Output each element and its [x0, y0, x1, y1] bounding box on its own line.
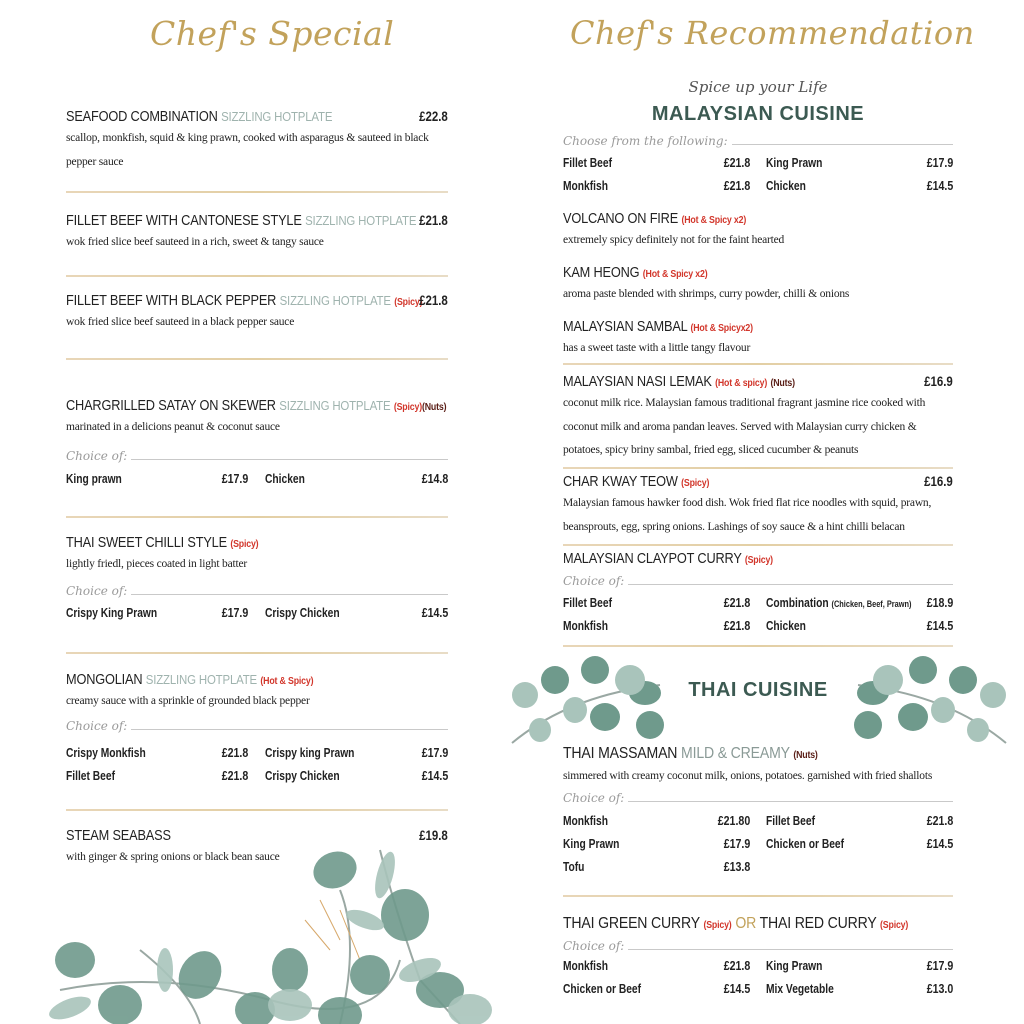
- option-row: Fillet Beef £21.8 King Prawn £17.9: [563, 156, 953, 170]
- choice-of-line: Choice of:: [563, 939, 953, 953]
- spicy-tag: (Spicy): [393, 402, 422, 413]
- option-row: Monkfish £21.8 Chicken £14.5: [563, 619, 953, 633]
- option-row: Monkfish £21.8 King Prawn £17.9: [563, 959, 953, 973]
- item-title: SEAFOOD COMBINATION SIZZLING HOTPLATE: [66, 109, 333, 125]
- option-row: Crispy King Prawn £17.9 Crispy Chicken £14.5: [66, 606, 448, 620]
- item-desc: lightly friedl, pieces coated in light batter: [66, 558, 248, 570]
- choose-from-line: Choose from the following:: [563, 134, 953, 148]
- choice-of-line: Choice of:: [66, 449, 448, 463]
- option-row: Chicken or Beef £14.5 Mix Vegetable £13.0: [563, 982, 953, 996]
- chefs-recommendation-title: Chef's Recommendation: [570, 14, 975, 52]
- item-desc: wok fried slice beef sauteed in a rich, sweet & tangy sauce: [66, 236, 324, 248]
- choice-of-line: Choice of:: [563, 791, 953, 805]
- menu-item-thai-curry: THAI GREEN CURRY (Spicy) OR THAI RED CURRY (Spicy): [563, 915, 909, 932]
- eucalyptus-branch-right-icon: [848, 655, 1008, 745]
- thai-cuisine-heading: THAI CUISINE: [688, 679, 828, 701]
- divider: [563, 467, 953, 469]
- option-row: King Prawn £17.9 Chicken or Beef £14.5: [563, 837, 953, 851]
- spicy-tag: (Spicy): [744, 555, 773, 566]
- spicy-tag: (Hot & Spicy x2): [681, 215, 747, 226]
- item-desc: scallop, monkfish, squid & king prawn, cooked with asparagus & sauteed in black pepper sauce: [66, 132, 429, 168]
- divider: [563, 363, 953, 365]
- nuts-tag: (Nuts): [421, 402, 447, 413]
- nuts-tag: (Nuts): [793, 750, 818, 761]
- item-desc: wok fried slice beef sauteed in a black pepper sauce: [66, 316, 295, 328]
- sauce-volcano-on-fire: VOLCANO ON FIRE (Hot & Spicy x2) extremely spicy definitely not for the faint hearted: [563, 211, 785, 246]
- option-row: Crispy Monkfish £21.8 Crispy king Prawn £17.9: [66, 746, 448, 760]
- item-price: £16.9: [924, 374, 953, 389]
- divider: [66, 516, 448, 518]
- menu-item-fillet-beef-cantonese: [66, 213, 448, 255]
- menu-item-nasi-lemak: MALAYSIAN NASI LEMAK (Hot & spicy) (Nuts) £16.9 coconut milk rice. Malaysian famous traditional fragrant jasmine rice cooked with coconut milk and aroma pandan leaves. Served with Malaysian curry chicken & potatoes, spicy briny sambal, fried egg, sliced cucumber & peanuts: [563, 374, 953, 456]
- divider: [66, 191, 448, 193]
- menu-item-char-kway-teow: CHAR KWAY TEOW (Spicy) £16.9 Malaysian famous hawker food dish. Wok fried flat rice noodles with squid, prawn, beansprouts, egg, spring onions. Lashings of soy sauce & a hint chilli belacan: [563, 474, 953, 533]
- divider: [563, 895, 953, 897]
- option-row: Monkfish £21.8 Chicken £14.5: [563, 179, 953, 193]
- sauce-malaysian-sambal: MALAYSIAN SAMBAL (Hot & Spicyx2) has a sweet taste with a little tangy flavour: [563, 319, 753, 354]
- spicy-tag: (Hot & Spicy x2): [642, 269, 708, 280]
- spicy-tag: (Spicy): [394, 297, 423, 308]
- spicy-tag: (Spicy): [703, 920, 732, 931]
- option-row: King prawn £17.9 Chicken £14.8: [66, 472, 448, 486]
- item-title: STEAM SEABASS: [66, 828, 171, 844]
- spicy-tag: (Hot & spicy): [715, 378, 768, 389]
- menu-item-thai-sweet-chilli: [66, 535, 448, 577]
- divider: [563, 645, 953, 647]
- option-row: Tofu £13.8: [563, 860, 750, 874]
- choice-of-line: Choice of:: [563, 574, 953, 588]
- option-row: Fillet Beef £21.8 Crispy Chicken £14.5: [66, 769, 448, 783]
- menu-item-steam-seabass: [66, 828, 448, 870]
- spicy-tag: (Spicy): [230, 539, 259, 550]
- divider: [66, 275, 448, 277]
- divider: [66, 652, 448, 654]
- choice-of-line: Choice of:: [66, 719, 448, 733]
- item-title: CHARGRILLED SATAY ON SKEWER SIZZLING HOTPLATE (Spicy)(Nuts): [66, 398, 447, 414]
- option-row: Fillet Beef £21.8 Combination (Chicken, Beef, Prawn) £18.9: [563, 596, 953, 610]
- item-price: £19.8: [419, 828, 448, 843]
- chefs-special-title: Chef's Special: [150, 14, 395, 53]
- nuts-tag: (Nuts): [770, 378, 795, 389]
- tagline: Spice up your Life: [688, 78, 828, 96]
- choice-of-line: Choice of:: [66, 584, 448, 598]
- item-title: FILLET BEEF WITH CANTONESE STYLE SIZZLING HOTPLATE: [66, 213, 417, 229]
- item-title: THAI SWEET CHILLI STYLE (Spicy): [66, 535, 259, 551]
- menu-item-chargrilled-satay: [66, 398, 448, 440]
- item-price: £16.9: [924, 474, 953, 489]
- spicy-tag: (Spicy): [880, 920, 909, 931]
- item-title: MONGOLIAN SIZZLING HOTPLATE (Hot & Spicy): [66, 672, 314, 688]
- item-price: £21.8: [419, 293, 448, 308]
- eucalyptus-branch-left-icon: [510, 655, 670, 745]
- divider: [563, 544, 953, 546]
- spicy-tag: (Spicy): [681, 478, 710, 489]
- item-desc: with ginger & spring onions or black bean sauce: [66, 851, 280, 863]
- spicy-tag: (Hot & Spicyx2): [690, 323, 753, 334]
- item-title: FILLET BEEF WITH BLACK PEPPER SIZZLING HOTPLATE (Spicy): [66, 293, 423, 309]
- item-price: £21.8: [419, 213, 448, 228]
- item-price: £22.8: [419, 109, 448, 124]
- menu-item-claypot-curry: MALAYSIAN CLAYPOT CURRY (Spicy): [563, 551, 773, 567]
- menu-item-thai-massaman: THAI MASSAMAN MILD & CREAMY (Nuts) simmered with creamy coconut milk, onions, potatoes. garnished with fried shallots: [563, 745, 933, 782]
- menu-item-fillet-beef-black-pepper: [66, 293, 448, 335]
- sauce-kam-heong: KAM HEONG (Hot & Spicy x2) aroma paste blended with shrimps, curry powder, chilli & onions: [563, 265, 850, 300]
- option-row: Monkfish £21.80 Fillet Beef £21.8: [563, 814, 953, 828]
- menu-item-seafood-combination: [66, 109, 448, 174]
- divider: [66, 809, 448, 811]
- divider: [66, 358, 448, 360]
- item-desc: marinated in a delicions peanut & coconut sauce: [66, 421, 280, 433]
- item-desc: creamy sauce with a sprinkle of grounded black pepper: [66, 695, 310, 707]
- spicy-tag: (Hot & Spicy): [260, 676, 314, 687]
- malaysian-cuisine-heading: MALAYSIAN CUISINE: [651, 103, 865, 125]
- menu-item-mongolian: [66, 672, 448, 714]
